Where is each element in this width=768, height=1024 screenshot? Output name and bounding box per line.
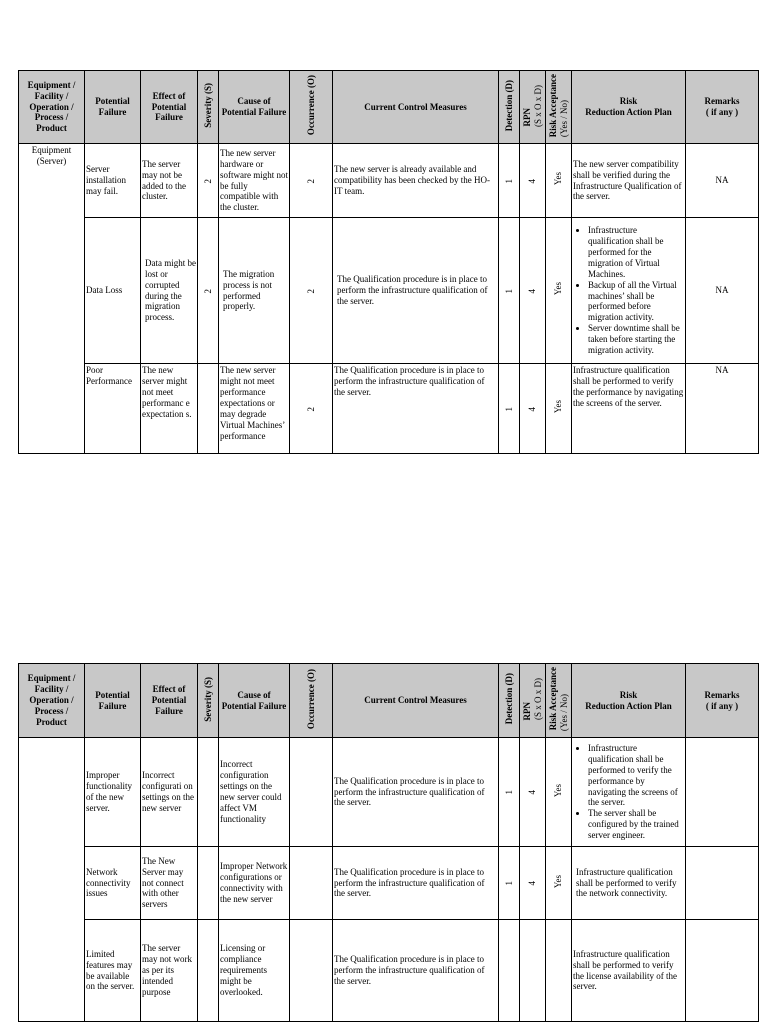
header-remarks [686, 71, 759, 144]
plan-bullet: • Backup of all the Virtual machines’ shall be performed before migration activity. [588, 280, 684, 324]
header-rpn [520, 71, 546, 144]
rpn-value: 4 [527, 881, 538, 886]
controls-cell: The Qualification procedure is in place to perform the infrastructure qualification of the server. [333, 920, 499, 1022]
acceptance-value: Yes [553, 874, 564, 889]
header-risk-acceptance [546, 71, 572, 144]
header-risk-acceptance-sub: (Yes / No) [558, 100, 569, 138]
plan-bullet: • Infrastructure qualification shall be performed to verify the performance by navigating the screens of the server. [588, 743, 684, 809]
failure-cell: Server installation may fail. [85, 144, 141, 218]
remarks-cell [686, 738, 759, 847]
failure-cell: Network connectivity issues [85, 847, 141, 920]
header-row [19, 71, 759, 144]
controls-cell: The Qualification procedure is in place to perform the infrastructure qualification of the server. [333, 364, 499, 454]
cause-cell: Incorrect configuration settings on the new server could affect VM functionality [219, 738, 290, 847]
header-risk-acceptance [546, 664, 572, 738]
severity-cell [198, 218, 219, 364]
effect-cell: The server may not work as per its intended purpose [141, 920, 198, 1022]
occurrence-cell [290, 144, 333, 218]
cause-cell: The new server might not meet performance expectations or may degrade Virtual Machines’ performance [219, 364, 290, 454]
header-detection-text: Detection (D) [503, 79, 514, 132]
header-rpn-text: RPN [521, 701, 532, 721]
header-potential-failure: Potential Failure [85, 71, 141, 144]
detection-value: 1 [503, 178, 514, 184]
controls-cell: The new server is already available and compatibility has been checked by the HO-IT team. [333, 144, 499, 218]
severity-cell [198, 144, 219, 218]
acceptance-value: Yes [553, 282, 564, 296]
cause-cell: The migration process is not performed properly. [219, 218, 290, 364]
detection-cell [499, 738, 520, 847]
acceptance-cell [546, 920, 572, 1022]
effect-cell: Data might be lost or corrupted during the migration process. [141, 218, 198, 364]
header-controls: Current Control Measures [333, 71, 499, 144]
header-risk-plan-line1: Risk [619, 96, 638, 107]
risk-assessment-table-2 [18, 663, 759, 1022]
cause-cell: The new server hardware or software might not be fully compatible with the cluster. [219, 144, 290, 218]
header-equipment: Equipment / Facility / Operation / Process / Product [19, 664, 85, 738]
failure-cell: Improper functionality of the new server. [85, 738, 141, 847]
severity-cell [198, 738, 219, 847]
occurrence-value: 2 [305, 288, 316, 294]
failure-cell: Limited features may be available on the server. [85, 920, 141, 1022]
header-risk-plan-line2: Reduction Action Plan [585, 700, 672, 711]
acceptance-cell [546, 364, 572, 454]
header-remarks [686, 664, 759, 738]
occurrence-cell [290, 847, 333, 920]
cause-cell: Improper Network configurations or connectivity with the new server [219, 847, 290, 920]
effect-cell: Incorrect configurati on settings on the new server [141, 738, 198, 847]
rpn-value: 4 [527, 790, 538, 795]
header-remarks-line1: Remarks [704, 96, 740, 107]
rpn-cell [520, 218, 546, 364]
occurrence-cell [290, 738, 333, 847]
equipment-cell: Equipment (Server) [19, 144, 85, 454]
plan-cell [572, 738, 686, 847]
header-severity-text: Severity (S) [202, 83, 213, 128]
rpn-value: 4 [527, 178, 538, 184]
table-row [19, 847, 759, 920]
detection-value: 1 [503, 288, 514, 294]
header-controls: Current Control Measures [333, 664, 499, 738]
header-risk-plan-line2: Reduction Action Plan [585, 107, 672, 117]
occurrence-cell [290, 364, 333, 454]
cause-cell: Licensing or compliance requirements might be overlooked. [219, 920, 290, 1022]
table-row [19, 920, 759, 1022]
header-equipment: Equipment / Facility / Operation / Process / Product [19, 71, 85, 144]
plan-bullet-list [573, 225, 684, 357]
plan-cell: The new server compatibility shall be verified during the Infrastructure Qualification of the server. [572, 144, 686, 218]
severity-value: 2 [202, 288, 213, 294]
rpn-cell [520, 738, 546, 847]
header-cause: Cause of Potential Failure [219, 71, 290, 144]
header-rpn [520, 664, 546, 738]
header-risk-acceptance-sub: (Yes / No) [558, 693, 569, 731]
remarks-cell: NA [686, 364, 759, 454]
header-detection-text: Detection (D) [503, 673, 514, 725]
controls-cell: The Qualification procedure is in place to perform the infrastructure qualification of the server. [333, 738, 499, 847]
acceptance-value: Yes [553, 172, 564, 186]
remarks-cell: NA [686, 144, 759, 218]
header-occurrence-text: Occurrence (O) [305, 668, 316, 730]
header-occurrence [290, 664, 333, 738]
table-row [19, 218, 759, 364]
plan-bullet: • The server shall be configured by the trained server engineer. [588, 808, 684, 841]
header-severity-text: Severity (S) [202, 676, 213, 722]
header-remarks-line1: Remarks [704, 689, 740, 700]
detection-value: 1 [503, 881, 514, 886]
header-rpn-sub: (S x O x D) [532, 84, 543, 127]
occurrence-value: 2 [305, 406, 316, 412]
acceptance-value: Yes [553, 783, 564, 798]
occurrence-cell [290, 920, 333, 1022]
failure-cell: Data Loss [85, 218, 141, 364]
header-risk-plan-line1: Risk [619, 689, 638, 700]
rpn-value: 4 [527, 288, 538, 294]
occurrence-cell [290, 218, 333, 364]
acceptance-cell [546, 144, 572, 218]
remarks-cell [686, 847, 759, 920]
acceptance-value: Yes [553, 400, 564, 414]
rpn-value: 4 [527, 406, 538, 412]
header-rpn-text: RPN [521, 108, 532, 127]
header-remarks-line2: ( if any ) [705, 107, 739, 117]
header-risk-plan [572, 664, 686, 738]
detection-cell [499, 847, 520, 920]
detection-cell [499, 144, 520, 218]
remarks-cell: NA [686, 218, 759, 364]
severity-value: 2 [202, 178, 213, 184]
severity-cell [198, 920, 219, 1022]
plan-bullet: • Server downtime shall be taken before starting the migration activity. [588, 323, 684, 356]
detection-cell [499, 920, 520, 1022]
controls-cell: The Qualification procedure is in place to perform the infrastructure qualification of the server. [333, 218, 499, 364]
header-remarks-line2: ( if any ) [705, 700, 739, 711]
plan-cell: Infrastructure qualification shall be performed to verify the performance by navigating the screens of the server. [572, 364, 686, 454]
effect-cell: The New Server may not connect with other servers [141, 847, 198, 920]
plan-cell: Infrastructure qualification shall be performed to verify the license availability of the server. [572, 920, 686, 1022]
plan-bullet-list [573, 743, 684, 842]
controls-cell: The Qualification procedure is in place to perform the infrastructure qualification of the server. [333, 847, 499, 920]
header-occurrence [290, 71, 333, 144]
detection-cell [499, 364, 520, 454]
effect-cell: The new server might not meet performanc e expectation s. [141, 364, 198, 454]
header-risk-plan [572, 71, 686, 144]
detection-value: 1 [503, 790, 514, 795]
header-severity [198, 71, 219, 144]
header-risk-acceptance-text: Risk Acceptance [547, 73, 558, 138]
rpn-cell [520, 920, 546, 1022]
header-potential-failure: Potential Failure [85, 664, 141, 738]
severity-cell [198, 364, 219, 454]
table-row [19, 364, 759, 454]
header-severity [198, 664, 219, 738]
plan-bullet: • Infrastructure qualification shall be performed for the migration of Virtual Machines. [588, 225, 684, 280]
header-effect: Effect of Potential Failure [141, 664, 198, 738]
header-row [19, 664, 759, 738]
detection-value: 1 [503, 406, 514, 412]
failure-cell: Poor Performance [85, 364, 141, 454]
rpn-cell [520, 144, 546, 218]
rpn-cell [520, 847, 546, 920]
effect-cell: The server may not be added to the cluster. [141, 144, 198, 218]
plan-cell: Infrastructure qualification shall be performed to verify the network connectivity. [572, 847, 686, 920]
acceptance-cell [546, 218, 572, 364]
risk-assessment-table-1 [18, 70, 759, 454]
header-detection [499, 71, 520, 144]
table-row [19, 144, 759, 218]
severity-cell [198, 847, 219, 920]
header-occurrence-text: Occurrence (O) [305, 75, 316, 136]
header-effect: Effect of Potential Failure [141, 71, 198, 144]
plan-cell [572, 218, 686, 364]
occurrence-value: 2 [305, 178, 316, 184]
acceptance-cell [546, 847, 572, 920]
acceptance-cell [546, 738, 572, 847]
rpn-cell [520, 364, 546, 454]
table-row [19, 738, 759, 847]
header-detection [499, 664, 520, 738]
header-cause: Cause of Potential Failure [219, 664, 290, 738]
detection-cell [499, 218, 520, 364]
remarks-cell [686, 920, 759, 1022]
equipment-cell [19, 738, 85, 1022]
header-rpn-sub: (S x O x D) [532, 678, 543, 721]
header-risk-acceptance-text: Risk Acceptance [547, 667, 558, 731]
